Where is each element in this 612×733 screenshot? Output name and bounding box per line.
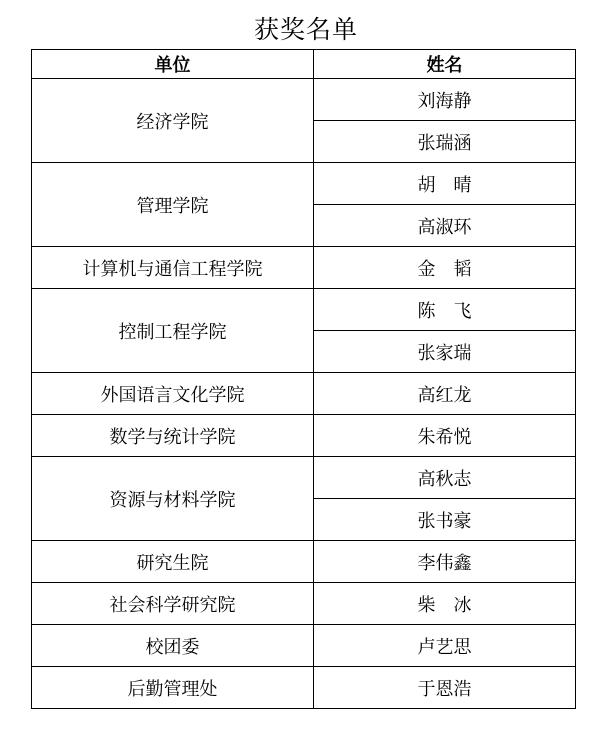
name-cell: 张书豪 [314, 499, 576, 541]
table-header-row [32, 50, 576, 79]
unit-cell: 管理学院 [32, 163, 314, 247]
page-title: 获奖名单 [253, 15, 358, 44]
unit-cell: 经济学院 [32, 79, 314, 163]
column-header-name: 姓名 [314, 50, 576, 79]
table-row [32, 247, 576, 289]
table-row [32, 79, 576, 121]
table-row [32, 289, 576, 331]
name-cell: 张家瑞 [314, 331, 576, 373]
name-cell: 高红龙 [314, 373, 576, 415]
unit-cell: 研究生院 [32, 541, 314, 583]
unit-cell: 控制工程学院 [32, 289, 314, 373]
name-cell: 刘海静 [314, 79, 576, 121]
unit-cell: 社会科学研究院 [32, 583, 314, 625]
name-cell: 张瑞涵 [314, 121, 576, 163]
name-cell: 陈 飞 [314, 289, 576, 331]
name-cell: 朱希悦 [314, 415, 576, 457]
unit-cell: 校团委 [32, 625, 314, 667]
name-cell: 卢艺思 [314, 625, 576, 667]
name-cell: 李伟鑫 [314, 541, 576, 583]
name-cell: 高淑环 [314, 205, 576, 247]
name-cell: 金 韬 [314, 247, 576, 289]
name-cell: 柴 冰 [314, 583, 576, 625]
unit-cell: 资源与材料学院 [32, 457, 314, 541]
column-header-unit: 单位 [32, 50, 314, 79]
table-row [32, 457, 576, 499]
name-cell: 胡 晴 [314, 163, 576, 205]
table-row [32, 163, 576, 205]
table-row [32, 415, 576, 457]
unit-cell: 数学与统计学院 [32, 415, 314, 457]
award-table [31, 49, 576, 709]
table-row [32, 583, 576, 625]
table-row [32, 541, 576, 583]
name-cell: 高秋志 [314, 457, 576, 499]
table-row [32, 373, 576, 415]
name-cell: 于恩浩 [314, 667, 576, 709]
table-row [32, 625, 576, 667]
table-row [32, 667, 576, 709]
unit-cell: 外国语言文化学院 [32, 373, 314, 415]
unit-cell: 计算机与通信工程学院 [32, 247, 314, 289]
unit-cell: 后勤管理处 [32, 667, 314, 709]
